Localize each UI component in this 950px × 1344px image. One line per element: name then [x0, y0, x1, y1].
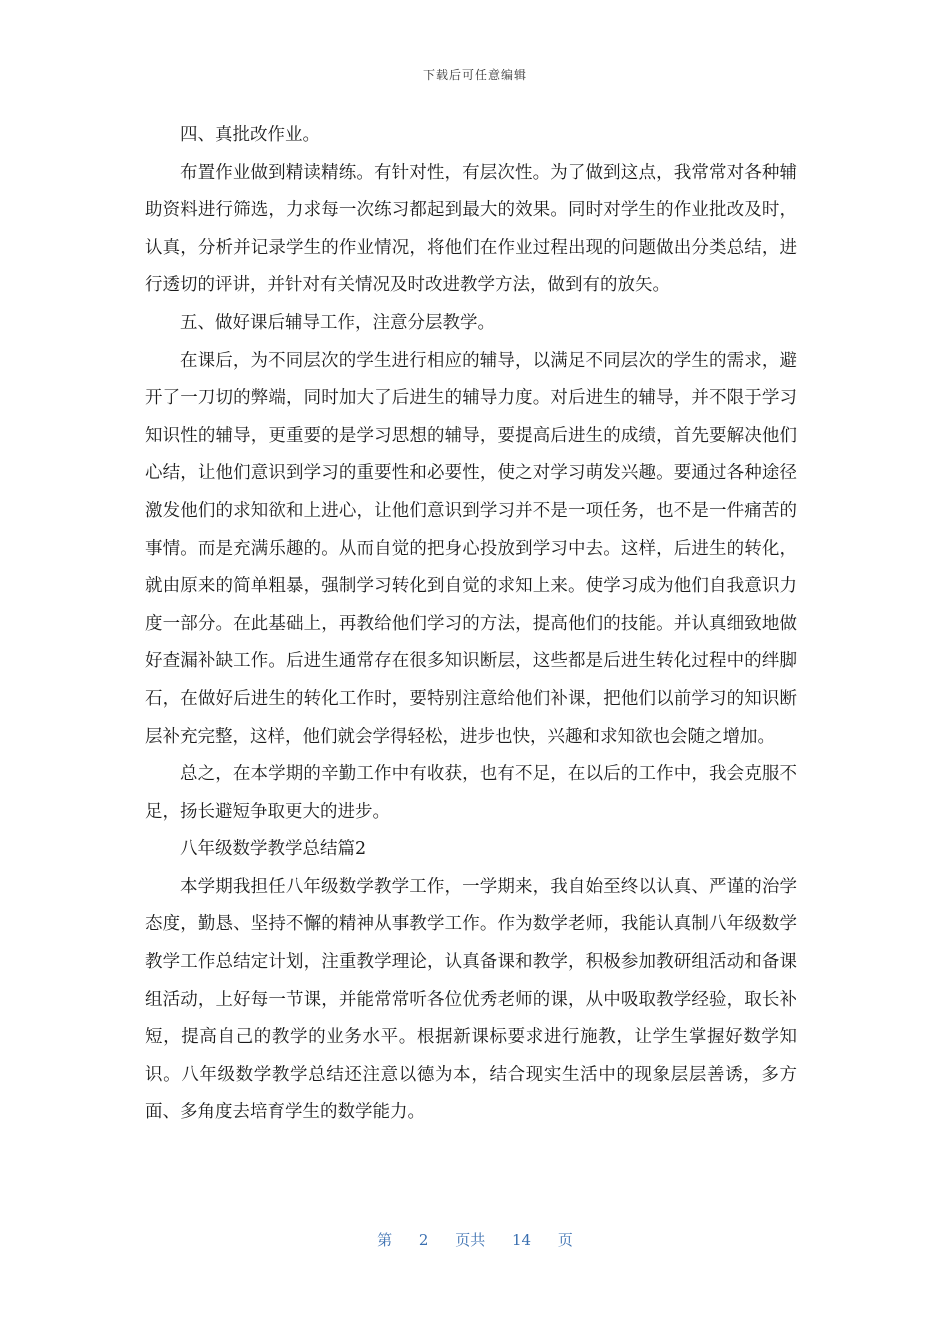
- footer-suffix: 页: [557, 1231, 573, 1249]
- article-title: 八年级数学教学总结篇2: [180, 839, 367, 860]
- footer-current-page: 2: [418, 1231, 429, 1249]
- footer-prefix: 第: [377, 1231, 393, 1249]
- page-header: 下载后可任意编辑: [422, 68, 527, 82]
- page-footer: [0, 1229, 950, 1250]
- section-heading-4: 四、真批改作业。: [180, 125, 320, 145]
- paragraph: 本学期我担任八年级数学教学工作，一学期来，我自始至终以认真、严谨的治学态度，勤恳、坚持不懈的精神从事教学工作。作为数学老师，我能认真制八年级数学教学工作总结定计划，注重教学理论，认真备课和教学，积极参加教研组活动和备课组活动，上好每一节课，并能常常听各位优秀老师的课，从中吸取教学经验，取长补短，提高自己的教学的业务水平。根据新课标要求进行施教，让学生掌握好数学知识。八年级数学教学总结还注意以德为本，结合现实生活中的现象层层善诱，多方面、多角度去培育学生的数学能力。: [145, 876, 797, 1123]
- paragraph: 布置作业做到精读精练。有针对性，有层次性。为了做到这点，我常常对各种辅助资料进行筛选，力求每一次练习都起到最大的效果。同时对学生的作业批改及时，认真，分析并记录学生的作业情况，将他们在作业过程出现的问题做出分类总结，进行透切的评讲，并针对有关情况及时改进教学方法，做到有的放矢。: [145, 162, 797, 296]
- footer-middle: 页共: [455, 1231, 486, 1249]
- paragraph: 总之，在本学期的辛勤工作中有收获，也有不足，在以后的工作中，我会克服不足，扬长避短争取更大的进步。: [145, 764, 797, 822]
- document-body: [145, 117, 797, 1132]
- footer-total-pages: 14: [512, 1231, 532, 1249]
- paragraph: 在课后，为不同层次的学生进行相应的辅导，以满足不同层次的学生的需求，避开了一刀切的弊端，同时加大了后进生的辅导力度。对后进生的辅导，并不限于学习知识性的辅导，更重要的是学习思想的辅导，要提高后进生的成绩，首先要解决他们心结，让他们意识到学习的重要性和必要性，使之对学习萌发兴趣。要通过各种途径激发他们的求知欲和上进心，让他们意识到学习并不是一项任务，也不是一件痛苦的事情。而是充满乐趣的。从而自觉的把身心投放到学习中去。这样，后进生的转化，就由原来的简单粗暴，强制学习转化到自觉的求知上来。使学习成为他们自我意识力度一部分。在此基础上，再教给他们学习的方法，提高他们的技能。并认真细致地做好查漏补缺工作。后进生通常存在很多知识断层，这些都是后进生转化过程中的绊脚石，在做好后进生的转化工作时，要特别注意给他们补课，把他们以前学习的知识断层补充完整，这样，他们就会学得轻松，进步也快，兴趣和求知欲也会随之增加。: [145, 350, 797, 747]
- section-heading-5: 五、做好课后辅导工作，注意分层教学。: [180, 312, 495, 333]
